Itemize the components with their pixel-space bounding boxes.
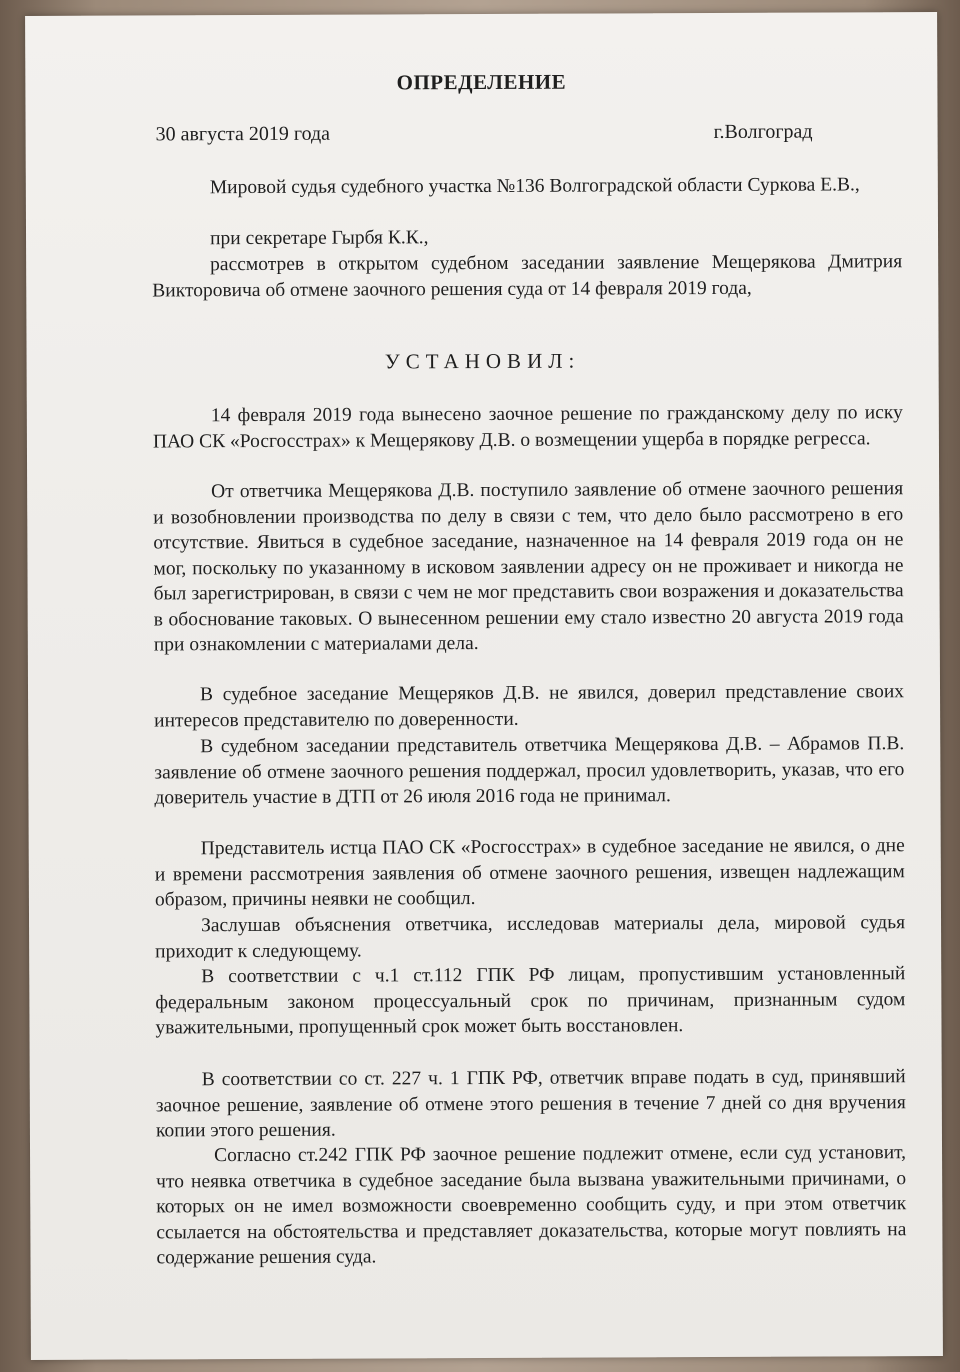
paragraph-4: В судебном заседании представитель ответчика Мещерякова Д.В. – Абрамов П.В. заявление об отмене заочного решения поддержал, просил удовлетворить, указав, что его доверитель участие в ДТП от 26 июля 2016 года не принимал.: [154, 733, 905, 809]
paragraph-3: В судебное заседание Мещеряков Д.В. не явился, доверил представление своих интересов представителю по доверенности.: [154, 681, 905, 731]
paragraph-6: Заслушав объяснения ответчика, исследовав материалы дела, мировой судья приходит к следующему.: [155, 912, 906, 962]
paragraph-8: В соответствии со ст. 227 ч. 1 ГПК РФ, ответчик вправе подать в суд, принявший заочное решение, заявление об отмене этого решения в течение 7 дней со дня вручения копии этого решения.: [155, 1066, 906, 1142]
document-title: ОПРЕДЕЛЕНИЕ: [396, 69, 567, 95]
intro-judge: Мировой судья судебного участка №136 Волгоградской области Суркова Е.В.,: [209, 174, 860, 199]
paragraph-5: Представитель истца ПАО СК «Росгосстрах» в судебное заседание не явился, о дне и времени рассмотрения заявления об отмене заочного решения, извещен надлежащим образом, причины неявки не сообщил.: [154, 835, 905, 911]
document-date: 30 августа 2019 года: [155, 122, 331, 146]
intro-secretary: при секретаре Гырбя К.К.,: [209, 227, 429, 250]
paragraph-1: 14 февраля 2019 года вынесено заочное решение по гражданскому делу по иску ПАО СК «Росгосстрах» к Мещерякову Д.В. о возмещении ущерба в порядке регресса.: [152, 402, 903, 452]
document-page: [25, 12, 943, 1360]
section-heading: УСТАНОВИЛ:: [384, 348, 581, 374]
paragraph-2: От ответчика Мещерякова Д.В. поступило заявление об отмене заочного решения и возобновлении производства по делу в связи с тем, что дело было рассмотрено в его отсутствие. Явиться в судебное заседание, назначенное на 14 февраля 2019 года он не мог, поскольку по указанному в исковом заявлении адресу он не проживает и никогда не был зарегистрирован, в связи с чем не мог представить свои возражения и доказательства в обоснование таковых. О вынесенном решении ему стало известно 20 августа 2019 года при ознакомлении с материалами дела.: [153, 478, 904, 656]
paragraph-7: В соответствии с ч.1 ст.112 ГПК РФ лицам, пропустившим установленный федеральным законом процессуальный срок по причинам, признанным судом уважительными, пропущенный срок может быть восстановлен.: [155, 963, 906, 1039]
document-city: г.Волгоград: [713, 120, 813, 143]
intro-considered: рассмотрев в открытом судебном заседании заявление Мещерякова Дмитрия Викторовича об отмене заочного решения суда от 14 февраля 2019 года,: [152, 251, 903, 301]
paragraph-9: Согласно ст.242 ГПК РФ заочное решение подлежит отмене, если суд установит, что неявка ответчика в судебное заседание была вызвана уважительными причинами, о которых он не имел возможности своевременно сообщить суду, и при этом ответчик ссылается на обстоятельства и представляет доказательства, которые могут повлиять на содержание решения суда.: [156, 1142, 907, 1269]
